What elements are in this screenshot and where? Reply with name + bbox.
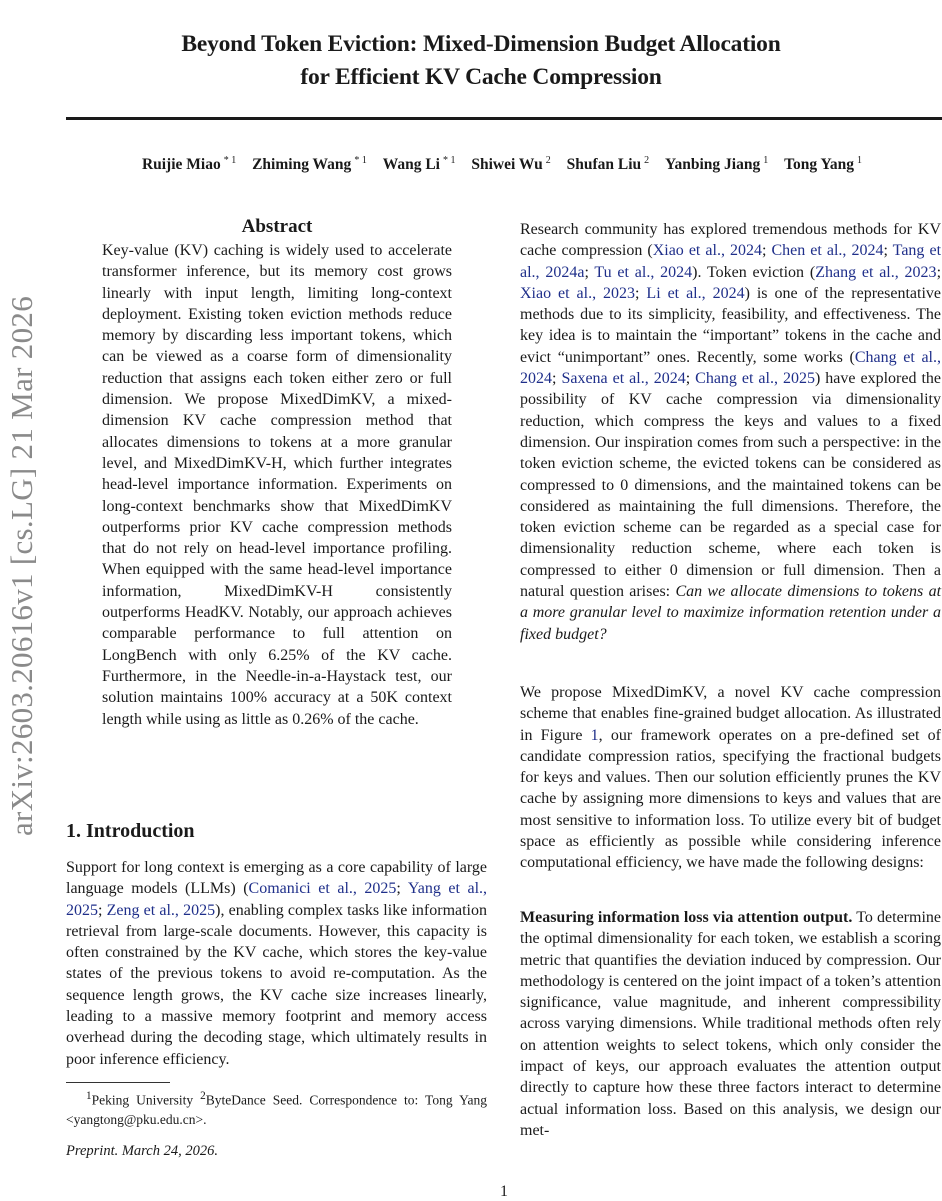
author <box>784 156 862 173</box>
text-run: To determine the optimal dimensionality for each token, we establish a scoring metric that quantifies the deviation induced by compression. Our methodology is centered on the joint impact of a token’s attention significance, value magnitude, and inherent compressibility across varying dimensions. While traditional methods often rely on attention weights to select tokens, which only consider the impact of keys, our approach evaluates the attention output directly to capture how these three factors interact to determine actual information loss. Based on this analysis, we design our met- <box>520 909 941 1139</box>
citation-link[interactable]: Chen et al., 2024 <box>771 242 884 260</box>
affiliation-mark: * 1 <box>442 155 456 166</box>
citation-link[interactable]: Zhang et al., 2023 <box>815 263 937 281</box>
citation-link[interactable]: Xiao et al., 2024 <box>652 242 762 260</box>
title-line-2: for Efficient KV Cache Compression <box>300 64 662 90</box>
author-name: Ruijie Miao <box>141 156 221 174</box>
footnote-mark: 1 <box>86 1090 92 1102</box>
author-name: Shiwei Wu <box>471 156 543 174</box>
author <box>383 156 456 173</box>
text-run: ). Token eviction ( <box>692 263 816 281</box>
abstract-text <box>102 240 452 730</box>
abstract-paragraph: Key-value (KV) caching is widely used to accelerate transformer inference, but its memory cost grows linearly with input length, limiting long-context deployment. Existing token eviction methods reduce memory by discarding less important tokens, which can be viewed as a coarse form of dimensionality reduction that assigns each token either zero or full dimension. We propose MixedDimKV, a mixed-dimension KV cache compression method that allocates dimensions to tokens at a more granular level, and MixedDimKV-H, which further integrates head-level importance information. Experiments on long-context benchmarks show that MixedDimKV outperforms prior KV cache compression methods that do not rely on head-level importance profiling. When equipped with the same head-level importance information, MixedDimKV-H consistently outperforms HeadKV. Notably, our approach achieves comparable performance to full attention on LongBench with only 6.25% of the KV cache. Furthermore, in the Needle-in-a-Haystack test, our solution maintains 100% accuracy at a 50K context length while using as little as 0.26% of the cache. <box>102 242 452 728</box>
affiliation-mark: * 1 <box>354 155 367 166</box>
text-run: ), enabling complex tasks like information retrieval from large-scale documents. However, this capacity is often constrained by the KV cache, which stores the key-value states of the previous tokens to avoid re-computation. As the sequence length grows, the KV cache size increases linearly, leading to a massive memory footprint and memory access overhead during the decoding stage, which ultimately results in poor inference efficiency. <box>66 901 488 1068</box>
introduction-heading: 1. Introduction <box>66 820 195 842</box>
author-name: Tong Yang <box>784 156 855 174</box>
author <box>252 156 367 173</box>
author <box>665 156 768 173</box>
arxiv-stamp: arXiv:2603.20616v1 [cs.LG] 21 Mar 2026 <box>4 295 39 837</box>
research-question: Can we allocate dimensions to tokens at a more granular level to maximize information retention under a fixed budget? <box>520 583 942 643</box>
intro-paragraph-3 <box>520 682 941 874</box>
citation-link[interactable]: Tu et al., 2024 <box>594 263 693 281</box>
author-name: Shufan Liu <box>566 156 642 174</box>
text-run: , our framework operates on a pre-defined set of candidate compression ratios, specifying the fractional budgets for keys and values. Then our solution efficiently prunes the KV cache by assigning more dimensions to keys and values that are most sensitive to information loss. To utilize every bit of budget space as efficiently as possible while considering inference computational efficiency, we have made the following designs: <box>520 726 941 872</box>
text-run: ) is one of the representative methods due to its simplicity, feasibility, and effectiveness. The key idea is to maintain the “important” tokens in the cache and evict “unimportant” ones. Recently, some works ( <box>520 284 942 366</box>
citation-link[interactable]: Zeng et al., 2025 <box>106 901 216 919</box>
citation-link[interactable]: Tang et al., 2024a <box>520 242 942 281</box>
intro-paragraph-4 <box>520 907 941 1141</box>
intro-paragraph-1 <box>66 857 487 1070</box>
affiliation-text: Peking University <box>91 1092 201 1108</box>
citation-link[interactable]: Saxena et al., 2024 <box>561 370 686 388</box>
affiliation-mark: 1 <box>857 155 863 166</box>
author-name: Yanbing Jiang <box>665 156 761 174</box>
citation-link[interactable]: Li et al., 2024 <box>646 284 745 302</box>
affiliation-mark: * 1 <box>223 155 237 166</box>
footnote <box>66 1087 487 1129</box>
citation-link[interactable]: Comanici et al., 2025 <box>248 880 397 898</box>
footnote-mark: 2 <box>200 1090 206 1102</box>
figure-link[interactable]: 1 <box>590 726 599 744</box>
citation-link[interactable]: Xiao et al., 2023 <box>520 284 636 302</box>
footnote-rule <box>66 1082 170 1083</box>
author-name: Zhiming Wang <box>252 156 352 174</box>
citation-link[interactable]: Chang et al., 2025 <box>695 370 815 388</box>
affiliation-mark: 2 <box>545 155 551 166</box>
citation-link[interactable]: Yang et al., 2025 <box>66 880 488 919</box>
text-run: ; <box>396 880 408 898</box>
intro-paragraph-2: Research community has explored tremendous methods for KV cache compression (Xiao et al., 2024; Chen et al., 2024; Tang et al., 2024a; Tu et al., 2024). Token eviction (Zhang et al., 2023; Xiao et al., 2023; Li et al., 2024) is one of the representative methods due to its simplicity, feasibility, and effectiveness. The key idea is to maintain the “important” tokens in the cache and evict “unimportant” ones. Recently, some works (Chang et al., 2024; Saxena et al., 2024; Chang et al., 2025) have explored the possibility of KV cache compression via dimensionality reduction, which compress the keys and values to a fixed dimension. Our inspiration comes from such a perspective: in the token eviction scheme, the evicted tokens can be considered as compressed to 0 dimensions, and the maintained tokens can be considered as maintaining the full dimensions. Therefore, the token eviction scheme can be regarded as a special case for dimensionality reduction scheme, where each token is compressed to either 0 dimension or full dimension. Then a natural question arises: Can we allocate dimensions to tokens at a more granular level to maximize information retention under a fixed budget? <box>520 221 942 643</box>
title-line-1: Beyond Token Eviction: Mixed-Dimension Budget Allocation <box>181 31 781 57</box>
author <box>471 156 550 173</box>
author-list <box>60 155 942 174</box>
text-run: Research community has explored tremendous methods for KV cache compression ( <box>520 221 941 260</box>
affiliation-mark: 2 <box>644 155 650 166</box>
text-run: ; <box>98 901 107 919</box>
preprint-note: Preprint. March 24, 2026. <box>66 1143 218 1159</box>
text-run: Support for long context is emerging as a core capability of large language models (LLMs) ( <box>66 859 487 898</box>
paragraph-lead: Measuring information loss via attention output. <box>520 909 853 926</box>
author-name: Wang Li <box>382 156 440 174</box>
citation-link[interactable]: Chang et al., 2024 <box>520 348 941 388</box>
paper-title <box>60 28 902 94</box>
affiliation-text: ByteDance Seed. Correspondence to: Tong Yang <yangtong@pku.edu.cn>. <box>66 1092 487 1127</box>
abstract-heading: Abstract <box>241 216 313 237</box>
title-rule <box>66 117 942 120</box>
author <box>567 156 650 173</box>
text-run: We propose MixedDimKV, a novel KV cache compression scheme that enables fine-grained budget allocation. As illustrated in Figure <box>520 684 941 744</box>
text-run: ) have explored the possibility of KV cache compression via dimensionality reduction, which compress the keys and values to a fixed dimension. Our inspiration comes from such a perspective: in the token eviction scheme, the evicted tokens can be considered as compressed to 0 dimensions, and the maintained tokens can be considered as maintaining the full dimensions. Therefore, the token eviction scheme can be regarded as a special case for dimensionality reduction scheme, where each token is compressed to either 0 dimension or full dimension. Then a natural question arises: <box>520 370 942 601</box>
page-number: 1 <box>500 1183 508 1200</box>
author <box>142 156 236 173</box>
affiliation-mark: 1 <box>763 155 769 166</box>
